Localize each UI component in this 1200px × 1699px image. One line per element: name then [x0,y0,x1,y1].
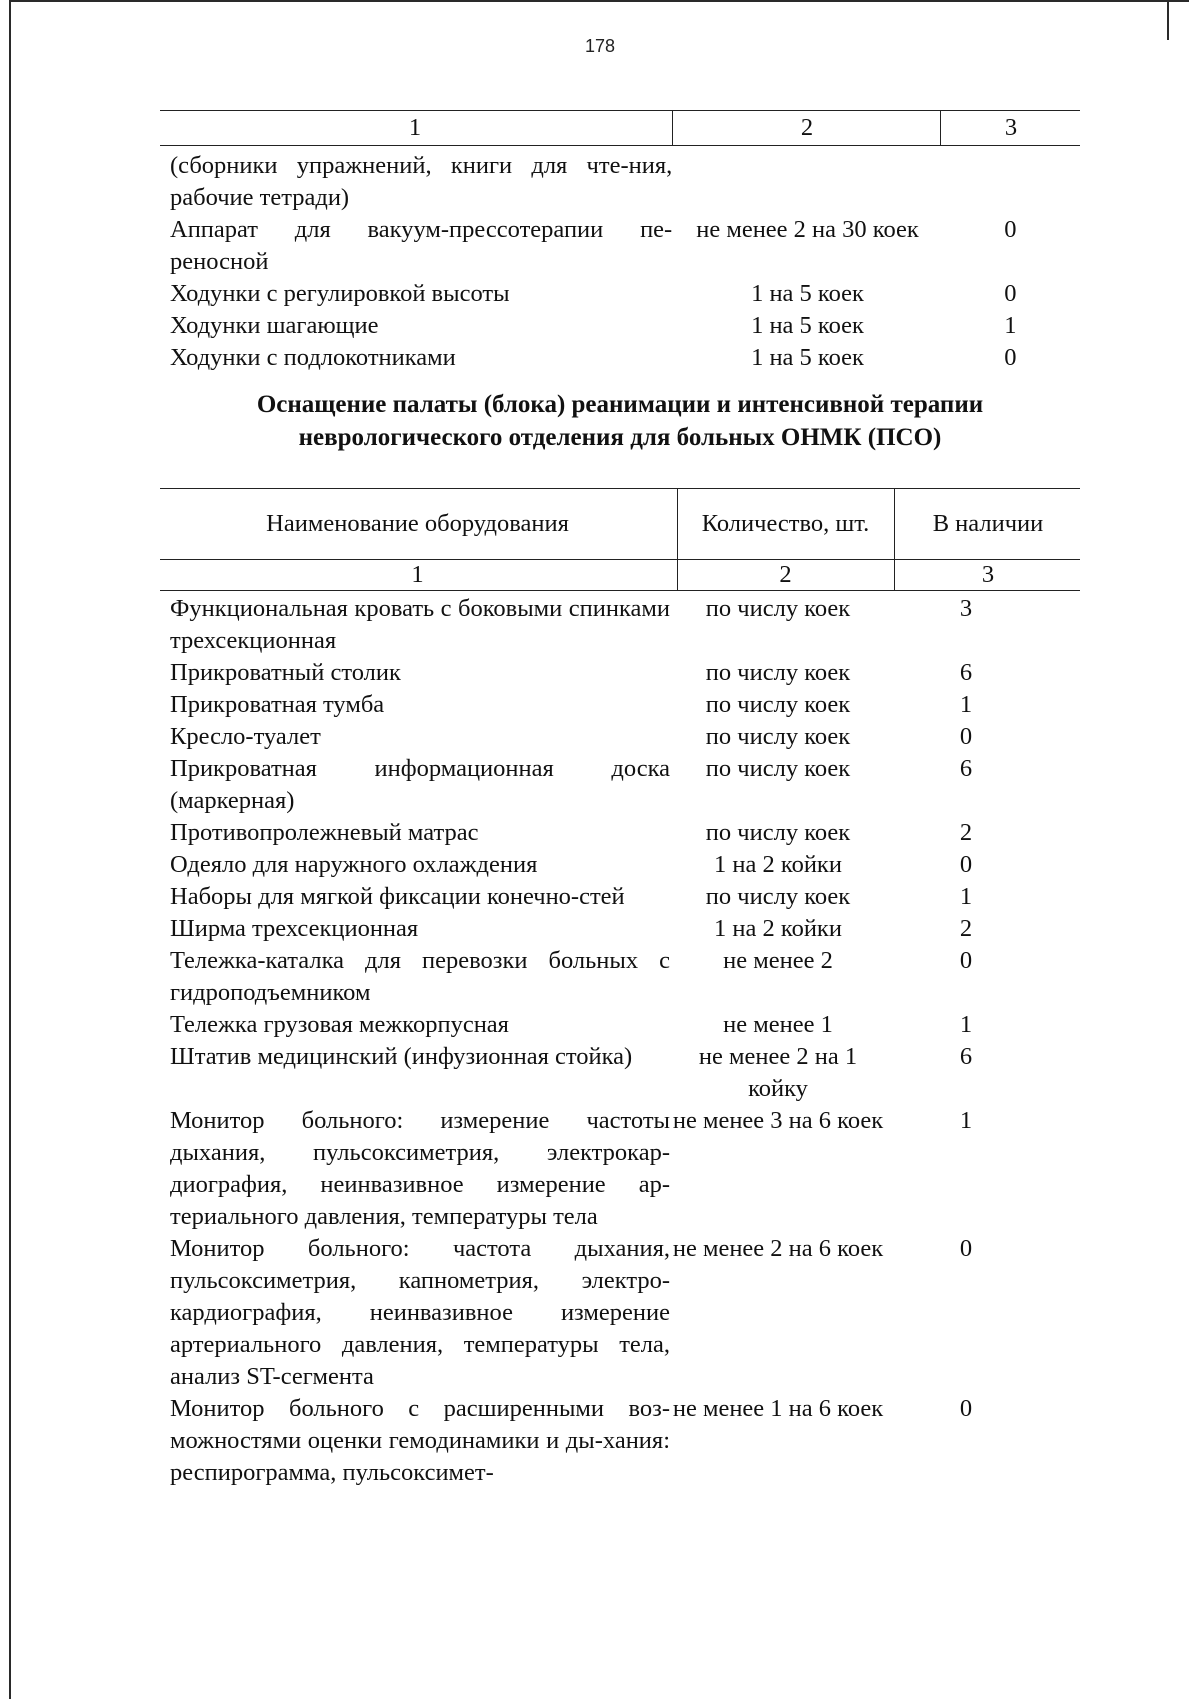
table-row [160,310,1080,342]
table-row [160,214,1080,278]
equipment-name: (сборники упражнений, книги для чте-ния, рабочие тетради) [170,152,673,211]
table-row [160,657,1080,689]
column-number-1: 1 [411,561,424,588]
equipment-quantity: 1 на 5 коек [751,312,864,339]
equipment-name: Аппарат для вакуум-прессотерапии пе-реносной [170,216,673,275]
section-title-line-1: Оснащение палаты (блока) реанимации и интенсивной терапии [256,391,984,418]
table-row [160,1009,1080,1041]
equipment-available: 1 [959,1011,973,1038]
equipment-quantity: не менее 2 на 6 коек [672,1235,884,1262]
equipment-name: Монитор больного: частота дыхания, пульсоксиметрия, капнометрия, электро-кардиография, неинвазивное измерение артериального давления, температуры тела, анализ ST-сегмента [170,1235,670,1390]
equipment-name: Штатив медицинский (инфузионная стойка) [170,1043,633,1070]
equipment-quantity: по числу коек [705,595,851,622]
equipment-available: 1 [1004,312,1017,339]
scan-border-left [9,0,11,1699]
equipment-available: 0 [959,1235,973,1262]
table-row [160,1041,1080,1105]
equipment-available: 1 [959,1107,973,1134]
equipment-name: Тележка грузовая межкорпусная [170,1011,509,1038]
equipment-name: Кресло-туалет [170,723,321,750]
equipment-name: Прикроватная информационная доска (маркерная) [170,755,670,814]
equipment-table-body [160,593,1080,1489]
equipment-available: 2 [959,915,973,942]
equipment-quantity: по числу коек [705,723,851,750]
equipment-available: 1 [959,883,973,910]
equipment-name: Прикроватная тумба [170,691,385,718]
equipment-name: Ширма трехсекционная [170,915,419,942]
equipment-available: 6 [959,659,973,686]
equipment-quantity: по числу коек [705,819,851,846]
equipment-name: Тележка-каталка для перевозки больных с гидроподъемником [170,947,670,1006]
equipment-available: 6 [959,1043,973,1070]
table-row [160,1105,1080,1233]
equipment-quantity: 1 на 2 койки [714,915,842,942]
table-row [160,945,1080,1009]
equipment-quantity: не менее 1 на 6 коек [672,1395,884,1422]
equipment-name: Прикроватный столик [170,659,401,686]
table-row [160,913,1080,945]
equipment-available: 0 [959,1395,973,1422]
continuation-table-header [160,110,1080,146]
equipment-quantity: не менее 3 на 6 коек [672,1107,884,1134]
table-row [160,278,1080,310]
equipment-available: 0 [1004,216,1017,243]
equipment-quantity: по числу коек [705,755,851,782]
equipment-name: Функциональная кровать с боковыми спинками трехсекционная [170,595,670,654]
header-quantity-label: Количество, шт. [701,510,870,537]
header-quantity [677,489,893,559]
table-row [160,753,1080,817]
equipment-available: 6 [959,755,973,782]
table-row [160,1393,1080,1489]
equipment-quantity: не менее 1 [723,1011,833,1038]
table-row [160,849,1080,881]
table-row [160,342,1080,374]
scan-border-top [9,0,1189,2]
equipment-name: Противопролежневый матрас [170,819,479,846]
table-row [160,689,1080,721]
equipment-table-column-numbers [160,560,1080,591]
column-number-2: 2 [672,111,941,145]
table-row [160,593,1080,657]
equipment-table [160,488,1080,1489]
equipment-name: Монитор больного с расширенными воз-можностями оценки гемодинамики и ды-хания: респирограмма, пульсоксимет- [170,1395,670,1486]
section-title [160,388,1080,454]
equipment-quantity: 1 на 5 коек [751,280,864,307]
table-row [160,1233,1080,1393]
equipment-table-header [160,488,1080,560]
equipment-quantity: 1 на 2 койки [714,851,842,878]
equipment-available: 0 [959,851,973,878]
equipment-name: Ходунки шагающие [170,312,379,339]
equipment-name: Ходунки с регулировкой высоты [170,280,510,307]
equipment-quantity: по числу коек [705,659,851,686]
column-number-1: 1 [408,114,422,141]
equipment-name: Наборы для мягкой фиксации конечно-стей [170,883,625,910]
section-title-line-2: неврологического отделения для больных ОНМК (ПСО) [298,424,942,451]
equipment-available: 1 [959,691,973,718]
equipment-available: 0 [1004,280,1017,307]
equipment-name: Монитор больного: измерение частоты дыхания, пульсоксиметрия, электрокар-диография, неинвазивное измерение ар-териального давления, температуры тела [170,1107,670,1230]
header-available: В наличии [894,489,1081,559]
column-number-3: 3 [894,560,1081,590]
equipment-available: 2 [959,819,973,846]
equipment-available: 0 [959,947,973,974]
header-equipment-name: Наименование оборудования [266,510,569,537]
equipment-available: 0 [1004,344,1017,371]
continuation-table-body [160,150,1080,374]
equipment-quantity: не менее 2 [723,947,833,974]
table-row [160,721,1080,753]
equipment-available: 3 [959,595,973,622]
equipment-quantity: 1 на 5 коек [751,344,864,371]
equipment-quantity: не менее 2 на 1 койку [698,1043,858,1102]
scan-border-right [1167,0,1169,40]
equipment-quantity: по числу коек [705,691,851,718]
equipment-quantity: не менее 2 на 30 коек [696,216,919,243]
table-row [160,150,1080,214]
table-row [160,881,1080,913]
table-row [160,817,1080,849]
page-number: 178 [584,36,616,56]
column-number-3: 3 [940,111,1081,145]
continuation-table [160,110,1080,374]
equipment-name: Ходунки с подлокотниками [170,344,456,371]
equipment-name: Одеяло для наружного охлаждения [170,851,538,878]
column-number-2: 2 [677,560,893,590]
equipment-quantity: по числу коек [705,883,851,910]
equipment-available: 0 [959,723,973,750]
